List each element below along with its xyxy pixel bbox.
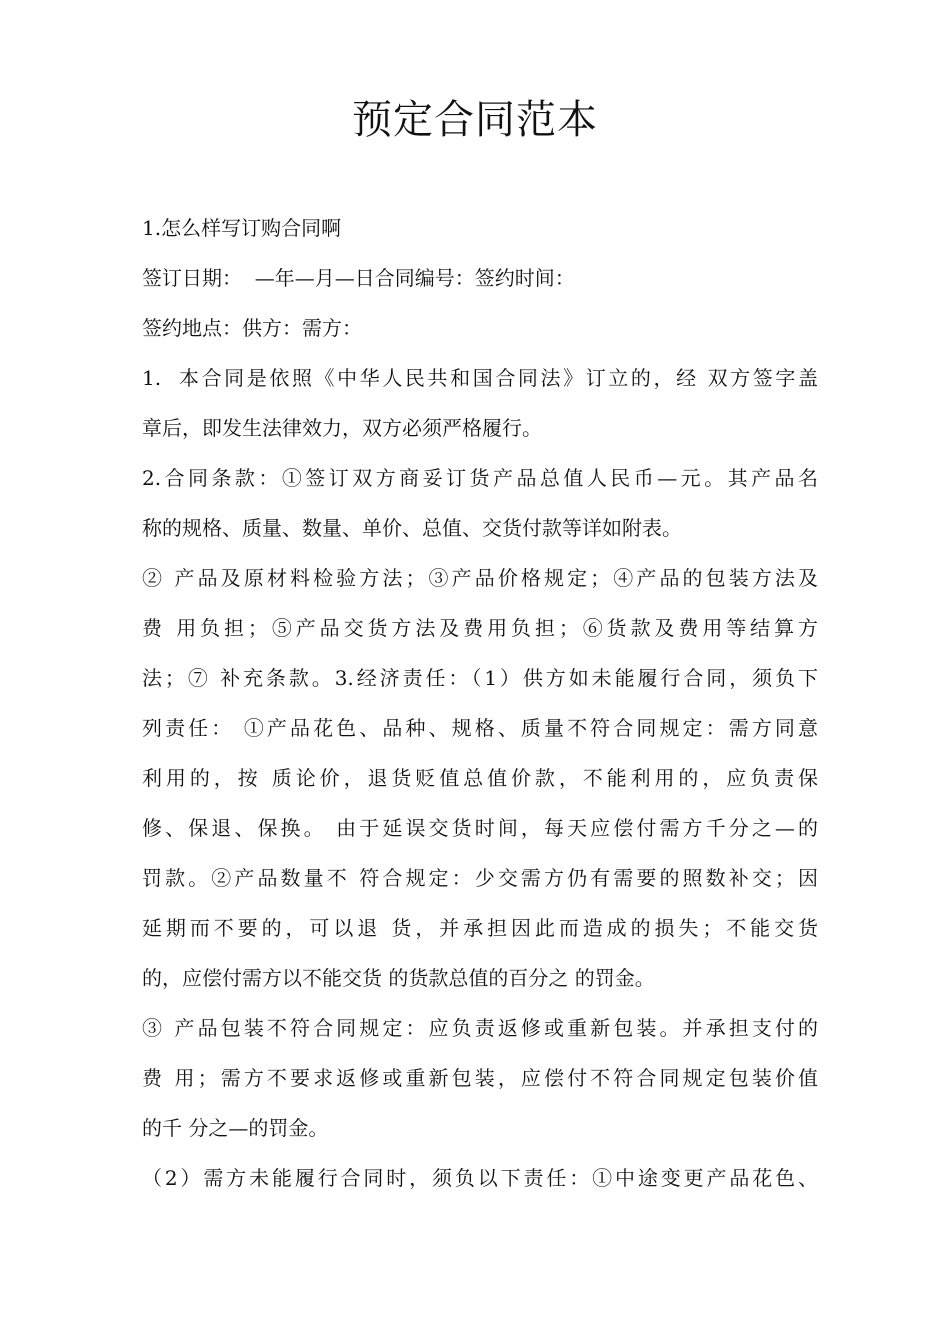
text-line: 1.怎么样写订购合同啊 <box>142 216 342 240</box>
document-body <box>142 203 818 1203</box>
text-line: 签订日期： —年—月—日合同编号：签约时间： <box>142 266 575 290</box>
text-line: 1. 本合同是依照《中华人民共和国合同法》订立的，经 双方签字盖 <box>142 366 818 390</box>
text-line: 签约地点：供方：需方： <box>142 316 362 340</box>
text-line: 章后，即发生法律效力，双方必须严格履行。 <box>142 416 542 440</box>
text-line: 法；⑦ 补充条款。3.经济责任：（1）供方如未能履行合同，须负下 <box>142 666 818 690</box>
text-line: 列责任： ①产品花色、品种、规格、质量不符合同规定：需方同意 <box>142 716 818 740</box>
text-line: 的，应偿付需方以不能交货 的货款总值的百分之 的罚金。 <box>142 966 655 990</box>
text-line: 称的规格、质量、数量、单价、总值、交货付款等详如附表。 <box>142 516 682 540</box>
text-line: 费 用负担；⑤产品交货方法及费用负担；⑥货款及费用等结算方 <box>142 616 818 640</box>
text-line: 利用的，按 质论价，退货贬值总值价款，不能利用的，应负责保 <box>142 766 818 790</box>
document-title: 预定合同范本 <box>352 97 598 143</box>
text-line: 罚款。②产品数量不 符合规定：少交需方仍有需要的照数补交；因 <box>142 866 818 890</box>
text-line: ② 产品及原材料检验方法；③产品价格规定；④产品的包装方法及 <box>142 566 818 590</box>
text-line: 延期而不要的，可以退 货，并承担因此而造成的损失；不能交货 <box>142 916 818 940</box>
text-line: 2.合同条款：①签订双方商妥订货产品总值人民币—元。其产品名 <box>142 466 818 490</box>
text-line: 的千 分之—的罚金。 <box>142 1116 329 1140</box>
text-line: （2）需方未能履行合同时，须负以下责任：①中途变更产品花色、 <box>142 1166 818 1190</box>
text-line: 修、保退、保换。 由于延误交货时间，每天应偿付需方千分之—的 <box>142 816 818 840</box>
text-line: ③ 产品包装不符合同规定：应负责返修或重新包装。并承担支付的 <box>142 1016 818 1040</box>
text-line: 费 用；需方不要求返修或重新包装，应偿付不符合同规定包装价值 <box>142 1066 818 1090</box>
